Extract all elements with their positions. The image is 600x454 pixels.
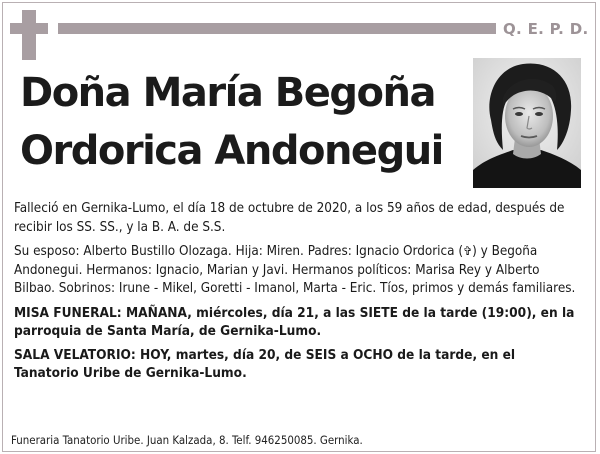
cross-vertical-bar <box>22 10 36 60</box>
funeral-mass-notice: MISA FUNERAL: MAÑANA, miércoles, día 21, a las SIETE de la tarde (19:00), en la parroquia de Santa María, de Gernika-Lumo. <box>14 304 575 339</box>
family-list-part2: ) y Begoña Andonegui. Hermanos: Ignacio, Marian y Javi. Hermanos políticos: Marisa Rey y Alberto Bilbao. Sobrinos: Irune - Mikel, Goretti - Imanol, Marta - Eric. Tíos, primos y demás familiares. <box>14 244 576 296</box>
cross-horizontal-bar <box>10 23 48 34</box>
cross-icon: ✞ <box>463 244 473 258</box>
funeral-home-footer: Funeraria Tanatorio Uribe. Juan Kalzada, 8. Telf. 946250085. Gernika. <box>11 433 363 447</box>
header-divider-bar <box>58 23 496 34</box>
deceased-name-line2: Ordorica Andonegui <box>20 128 443 174</box>
deceased-name-line1: Doña María Begoña <box>20 70 435 116</box>
obituary-body <box>14 200 582 388</box>
portrait-image <box>473 58 581 188</box>
death-notice: Falleció en Gernika-Lumo, el día 18 de octubre de 2020, a los 59 años de edad, después de recibir los SS. SS., y la B. A. de S.S. <box>14 201 565 235</box>
qepd-label: Q. E. P. D. <box>503 20 589 38</box>
deceased-portrait <box>473 58 581 188</box>
family-list-part1: Su esposo: Alberto Bustillo Olozaga. Hija: Miren. Padres: Ignacio Ordorica ( <box>14 244 464 259</box>
deceased-name <box>20 64 443 180</box>
wake-notice: SALA VELATORIO: HOY, martes, día 20, de SEIS a OCHO de la tarde, en el Tanatorio Uribe de Gernika-Lumo. <box>14 346 516 381</box>
family-list <box>14 242 582 299</box>
